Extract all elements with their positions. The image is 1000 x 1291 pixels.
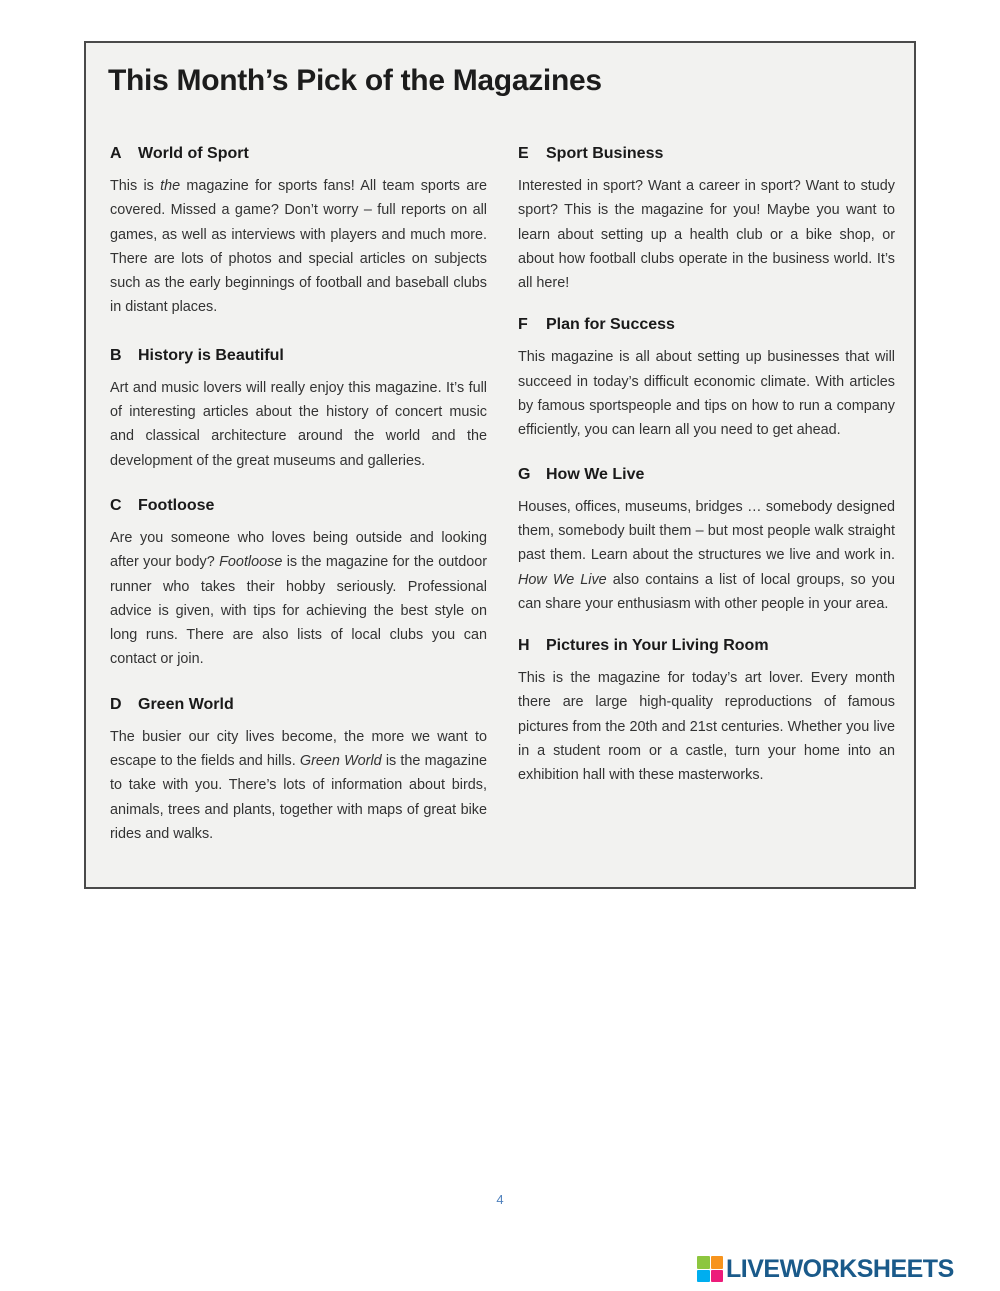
body-emphasis: How We Live bbox=[518, 571, 607, 588]
article-b bbox=[110, 344, 487, 473]
article-title: How We Live bbox=[546, 465, 645, 483]
article-g bbox=[518, 463, 895, 616]
liveworksheets-logo[interactable] bbox=[697, 1254, 954, 1284]
right-column bbox=[518, 142, 895, 788]
body-emphasis: Green World bbox=[299, 753, 382, 770]
article-heading bbox=[110, 142, 487, 166]
article-heading bbox=[518, 142, 895, 166]
article-letter: D bbox=[110, 695, 122, 713]
article-heading bbox=[518, 313, 895, 337]
article-body bbox=[518, 495, 895, 616]
article-f bbox=[518, 313, 895, 442]
body-text: Houses, offices, museums, bridges … somebody designed them, somebody built them – but most people walk straight past them. Learn about the structures we live and work in. bbox=[518, 498, 895, 564]
article-letter: G bbox=[518, 465, 531, 483]
article-heading bbox=[518, 463, 895, 487]
article-title: History is Beautiful bbox=[138, 346, 284, 364]
icon-tile bbox=[697, 1256, 710, 1269]
article-title: Pictures in Your Living Room bbox=[546, 637, 769, 655]
article-letter: A bbox=[110, 145, 122, 162]
article-letter: B bbox=[110, 346, 122, 364]
article-title: World of Sport bbox=[138, 145, 249, 162]
page-title: This Month’s Pick of the Magazines bbox=[108, 64, 602, 97]
article-letter: E bbox=[518, 145, 529, 162]
icon-tile bbox=[711, 1256, 724, 1269]
liveworksheets-icon bbox=[697, 1256, 723, 1282]
body-text: also contains a list of local groups, so you can share your enthusiasm with other people in your area. bbox=[518, 571, 896, 612]
article-heading bbox=[110, 693, 487, 717]
article-letter: C bbox=[110, 496, 122, 514]
article-title: Green World bbox=[138, 695, 234, 713]
article-h bbox=[518, 634, 895, 787]
body-text: The busier our city lives become, the more we want to escape to the fields and hills. bbox=[110, 728, 487, 770]
body-text: is the magazine for the outdoor runner who takes their hobby seriously. Professional advice is given, with tips for achieving the best style on long runs. There are also lists of local clubs you can contact or join. bbox=[110, 554, 488, 668]
article-letter: H bbox=[518, 637, 530, 655]
brand-name: LIVEWORKSHEETS bbox=[726, 1254, 954, 1283]
article-body: This magazine is all about setting up businesses that will succeed in today’s difficult economic climate. With articles by famous sportspeople and tips on how to run a company efficiently, you can learn all you need to get ahead. bbox=[518, 349, 895, 439]
icon-tile bbox=[711, 1270, 724, 1283]
article-body: Art and music lovers will really enjoy this magazine. It’s full of interesting articles about the history of concert music and classical architecture around the world and the development of the great museums and galleries. bbox=[110, 379, 487, 469]
article-body bbox=[110, 174, 487, 320]
icon-tile bbox=[697, 1270, 710, 1283]
article-e bbox=[518, 142, 895, 295]
left-column bbox=[110, 142, 487, 846]
body-text: Are you someone who loves being outside and looking after your body? bbox=[110, 529, 487, 571]
article-body bbox=[110, 725, 487, 846]
article-a bbox=[110, 142, 487, 320]
article-heading bbox=[110, 494, 487, 518]
body-text: magazine for sports fans! All team sports are covered. Missed a game? Don’t worry – full reports on all games, as well as interviews with players and much more. There are lots of photos and special articles on subjects such as the early beginnings of football and baseball clubs in distant places. bbox=[110, 178, 487, 316]
page-number: 4 bbox=[496, 1192, 504, 1207]
article-body: This is the magazine for today’s art lover. Every month there are large high-quality reproductions of famous pictures from the 20th and 21st centuries. Whether you live in a student room or a castle, turn your home into an exhibition hall with these masterworks. bbox=[518, 670, 895, 784]
article-heading bbox=[518, 634, 895, 658]
body-emphasis: the bbox=[160, 178, 181, 194]
article-body bbox=[110, 526, 487, 672]
body-text: is the magazine to take with you. There’s lots of information about birds, animals, trees and plants, together with maps of great bike rides and walks. bbox=[110, 753, 487, 842]
body-text: This is bbox=[110, 178, 161, 194]
article-title: Plan for Success bbox=[546, 316, 675, 334]
article-title: Footloose bbox=[138, 496, 215, 514]
article-heading bbox=[110, 344, 487, 368]
article-c bbox=[110, 494, 487, 672]
article-body: Interested in sport? Want a career in sport? Want to study sport? This is the magazine for you! Maybe you want to learn about setting up a health club or a bike shop, or about how football clubs operate in the business world. It’s all here! bbox=[518, 178, 895, 292]
body-emphasis: Footloose bbox=[219, 554, 283, 571]
article-title: Sport Business bbox=[546, 145, 664, 162]
article-d bbox=[110, 693, 487, 846]
article-letter: F bbox=[518, 316, 528, 334]
